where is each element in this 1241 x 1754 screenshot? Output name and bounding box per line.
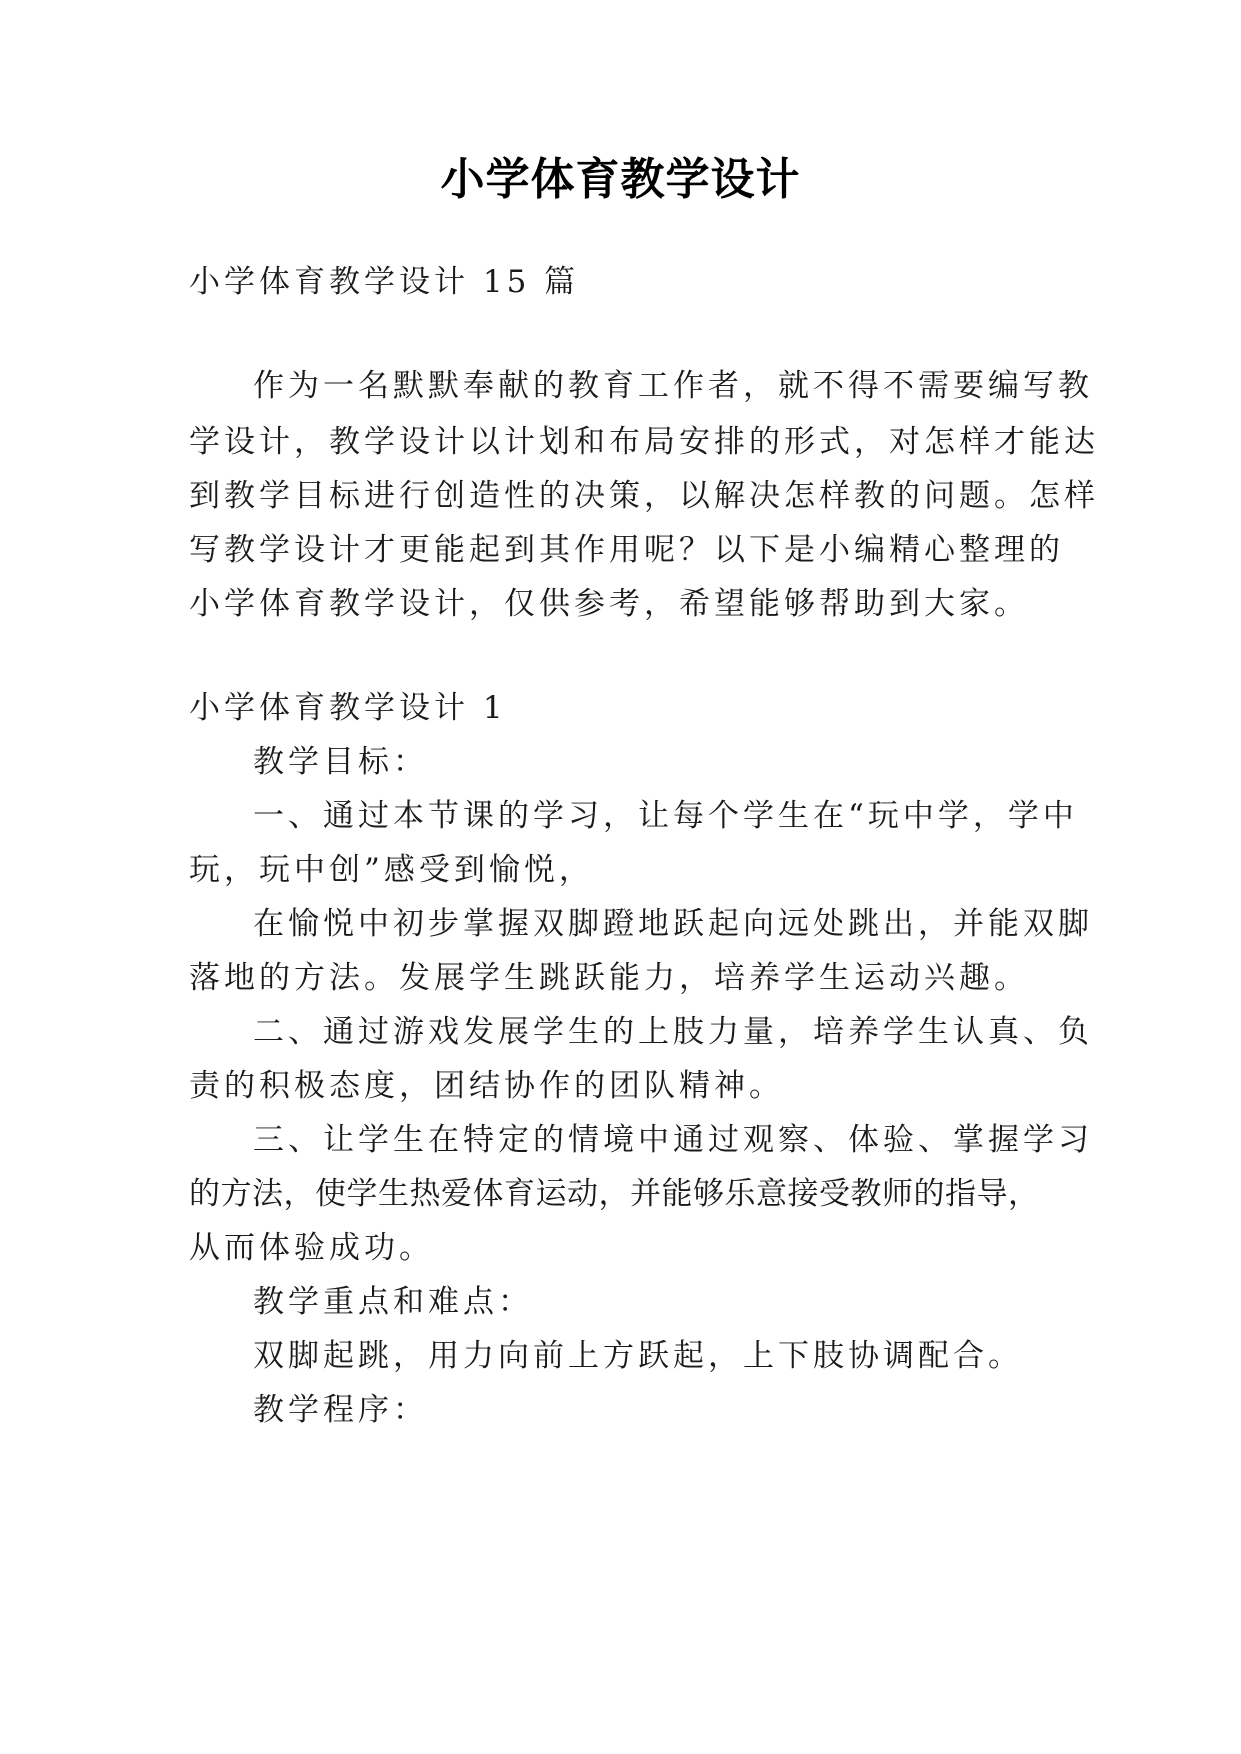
section-line: 落地的方法。发展学生跳跃能力，培养学生运动兴趣。 [189, 960, 1029, 996]
section-line: 玩，玩中创”感受到愉悦， [189, 852, 594, 888]
section-line: 二、通过游戏发展学生的上肢力量，培养学生认真、负 [253, 1014, 1093, 1050]
section-line: 责的积极态度，团结协作的团队精神。 [189, 1068, 784, 1104]
section-heading: 小学体育教学设计 1 [189, 690, 507, 726]
section-line: 三、让学生在特定的情境中通过观察、体验、掌握学习 [253, 1122, 1093, 1158]
section-line: 的方法，使学生热爱体育运动，并能够乐意接受教师的指导， [189, 1176, 1040, 1212]
paragraph-line: 小学体育教学设计，仅供参考，希望能够帮助到大家。 [189, 586, 1029, 622]
section-line: 在愉悦中初步掌握双脚蹬地跃起向远处跳出，并能双脚 [253, 906, 1093, 942]
section-line: 教学重点和难点： [253, 1284, 533, 1320]
document-title: 小学体育教学设计 [440, 154, 801, 205]
section-line: 双脚起跳，用力向前上方跃起，上下肢协调配合。 [253, 1338, 1023, 1374]
paragraph-line: 写教学设计才更能起到其作用呢？以下是小编精心整理的 [189, 532, 1064, 568]
paragraph-line: 作为一名默默奉献的教育工作者，就不得不需要编写教 [253, 368, 1093, 404]
paragraph-line: 到教学目标进行创造性的决策，以解决怎样教的问题。怎样 [189, 478, 1099, 514]
section-line: 教学目标： [253, 744, 428, 780]
section-line: 从而体验成功。 [189, 1230, 434, 1266]
document-subtitle: 小学体育教学设计 15 篇 [189, 264, 580, 300]
paragraph-line: 学设计，教学设计以计划和布局安排的形式，对怎样才能达 [189, 424, 1099, 460]
section-line: 一、通过本节课的学习，让每个学生在“玩中学，学中 [253, 798, 1078, 834]
section-line: 教学程序： [253, 1392, 428, 1428]
